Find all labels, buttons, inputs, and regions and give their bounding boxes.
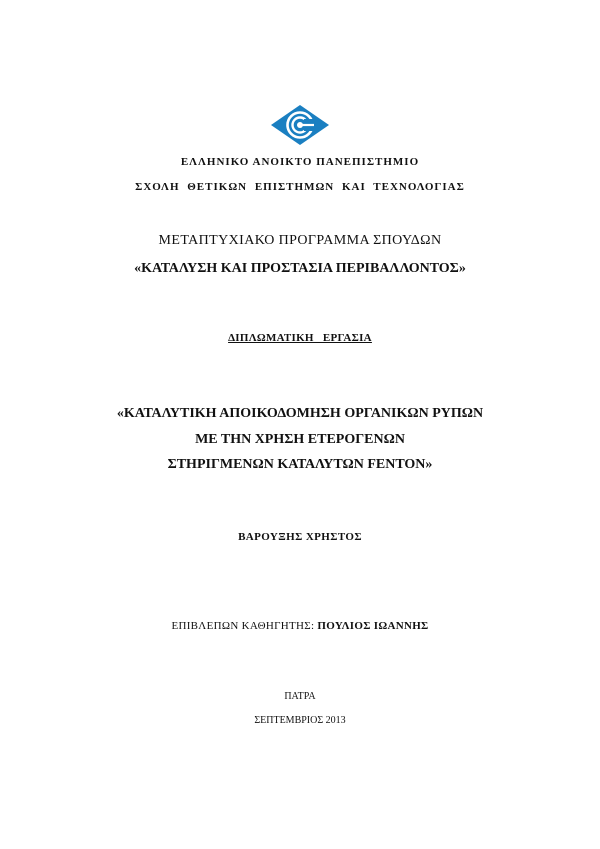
thesis-title-line: «ΚΑΤΑΛΥΤΙΚΗ ΑΠΟΙΚΟΔΟΜΗΣΗ ΟΡΓΑΝΙΚΩΝ ΡΥΠΩΝ <box>116 406 484 421</box>
school-name: ΣΧΟΛΗ ΘΕΤΙΚΩΝ ΕΠΙΣΤΗΜΩΝ ΚΑΙ ΤΕΧΝΟΛΟΓΙΑΣ <box>135 181 465 193</box>
supervisor-label: ΕΠΙΒΛΕΠΩΝ ΚΑΘΗΓΗΤΗΣ: <box>171 620 315 632</box>
thesis-type: ΔΙΠΛΩΜΑΤΙΚΗ ΕΡΓΑΣΙΑ <box>228 332 372 344</box>
author-name: ΒΑΡΟΥΞΗΣ ΧΡΗΣΤΟΣ <box>238 531 362 543</box>
program-title: «ΚΑΤΑΛΥΣΗ ΚΑΙ ΠΡΟΣΤΑΣΙΑ ΠΕΡΙΒΑΛΛΟΝΤΟΣ» <box>134 261 466 276</box>
supervisor-name: ΠΟΥΛΙΟΣ ΙΩΑΝΝΗΣ <box>317 620 429 632</box>
supervisor-line <box>0 621 600 632</box>
city: ΠΑΤΡΑ <box>284 691 316 702</box>
program-label: ΜΕΤΑΠΤΥΧΙΑΚΟ ΠΡΟΓΡΑΜΜΑ ΣΠΟΥΔΩΝ <box>158 233 442 248</box>
thesis-title-line: ΜΕ ΤΗΝ ΧΡΗΣΗ ΕΤΕΡΟΓΕΝΩΝ <box>195 432 405 447</box>
university-name: ΕΛΛΗΝΙΚΟ ΑΝΟΙΚΤΟ ΠΑΝΕΠΙΣΤΗΜΙΟ <box>180 156 420 168</box>
thesis-title-line: ΣΤΗΡΙΓΜΕΝΩΝ ΚΑΤΑΛΥΤΩΝ FENTON» <box>167 457 433 472</box>
date: ΣΕΠΤΕΜΒΡΙΟΣ 2013 <box>254 715 346 726</box>
university-logo-icon <box>270 104 330 146</box>
